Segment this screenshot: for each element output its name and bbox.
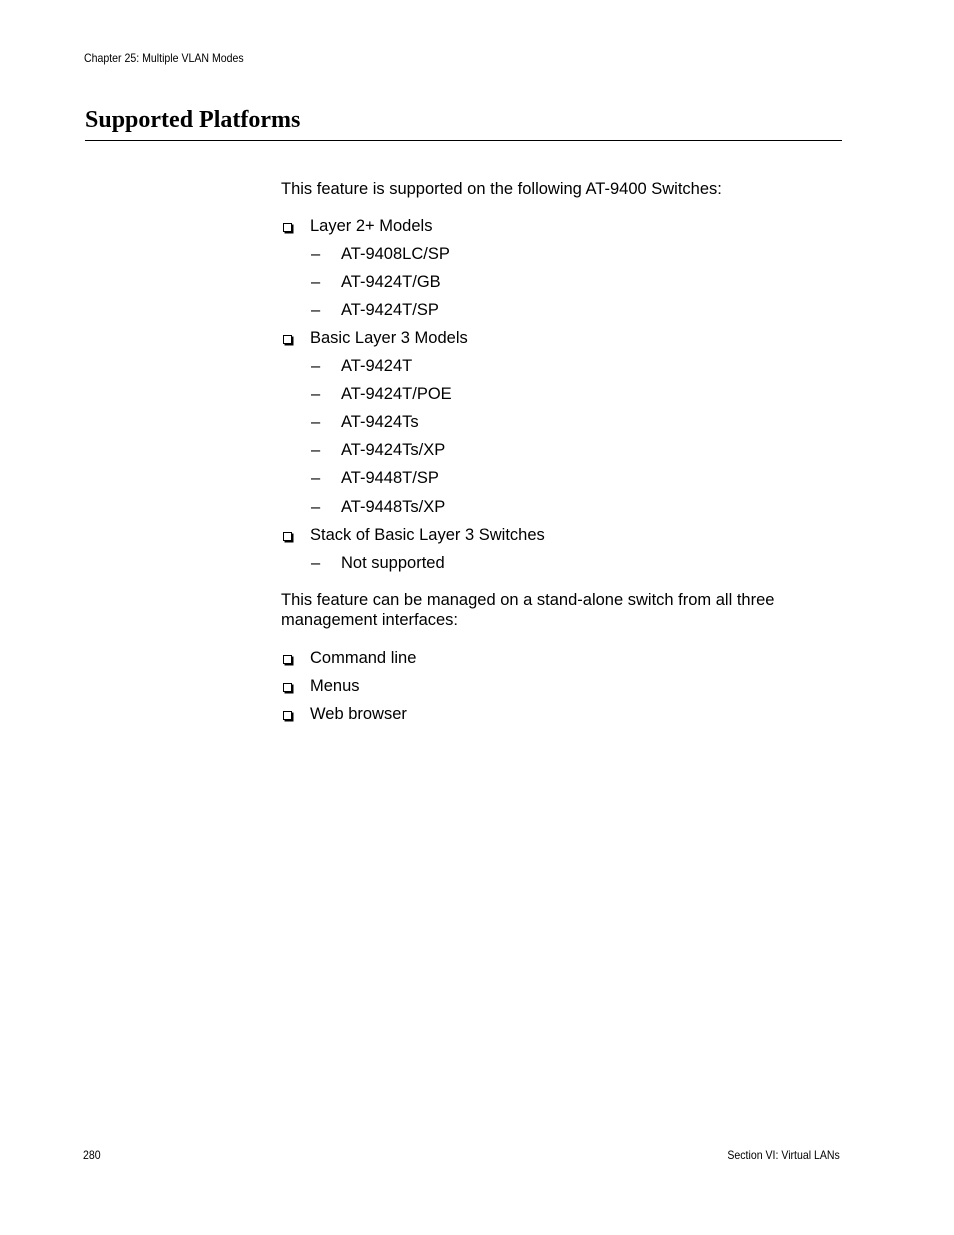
box-bullet-icon: [283, 532, 292, 541]
dash: –: [311, 245, 321, 263]
dash: –: [311, 498, 321, 516]
management-paragraph: This feature can be managed on a stand-alone switch from all three management interfaces:: [281, 591, 775, 629]
model-item: AT-9424T/GB: [341, 273, 441, 291]
page-number: 280: [83, 1148, 101, 1162]
dash: –: [311, 301, 321, 319]
model-item: AT-9448Ts/XP: [341, 498, 446, 516]
dash: –: [311, 385, 321, 403]
dash: –: [311, 357, 321, 375]
dash: –: [311, 273, 321, 291]
model-item: AT-9448T/SP: [341, 469, 439, 487]
interface-item: Menus: [310, 677, 360, 695]
box-bullet-icon: [283, 335, 292, 344]
box-bullet-icon: [283, 683, 292, 692]
model-item: AT-9424Ts: [341, 413, 419, 431]
platform-group-label: Layer 2+ Models: [310, 217, 433, 235]
dash: –: [311, 469, 321, 487]
model-item: AT-9424T/POE: [341, 385, 452, 403]
dash: –: [311, 554, 321, 572]
box-bullet-icon: [283, 223, 292, 232]
model-item: AT-9424T: [341, 357, 413, 375]
box-bullet-icon: [283, 655, 292, 664]
intro-paragraph: This feature is supported on the following AT-9400 Switches:: [281, 180, 722, 198]
model-item: Not supported: [341, 554, 445, 572]
dash: –: [311, 441, 321, 459]
model-item: AT-9424Ts/XP: [341, 441, 446, 459]
box-bullet-icon: [283, 711, 292, 720]
interface-item: Command line: [310, 649, 417, 667]
model-item: AT-9408LC/SP: [341, 245, 450, 263]
page-title: Supported Platforms: [85, 107, 301, 133]
dash: –: [311, 413, 321, 431]
platform-group-label: Stack of Basic Layer 3 Switches: [310, 526, 545, 544]
footer-section: Section VI: Virtual LANs: [727, 1148, 840, 1162]
interface-item: Web browser: [310, 705, 407, 723]
model-item: AT-9424T/SP: [341, 301, 439, 319]
running-header: Chapter 25: Multiple VLAN Modes: [84, 51, 244, 65]
title-rule: [85, 140, 842, 141]
platform-group-label: Basic Layer 3 Models: [310, 329, 468, 347]
